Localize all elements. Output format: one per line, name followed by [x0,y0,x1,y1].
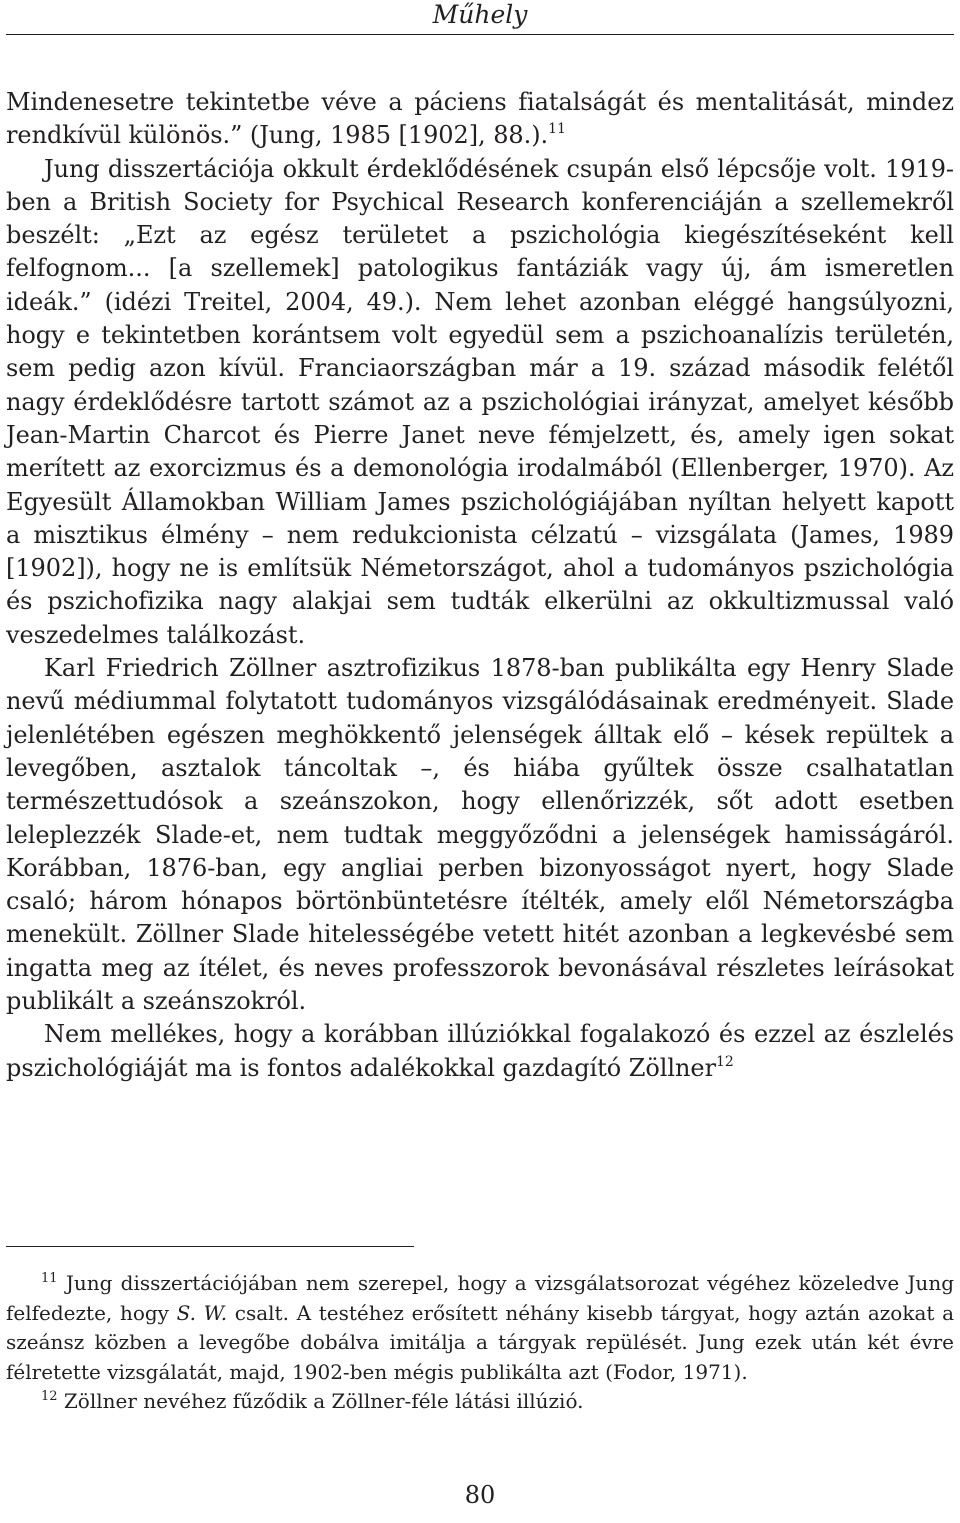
footnote-separator [6,1246,414,1247]
paragraph-4-text: Nem mellékes, hogy a korábban illúziókkal fogalakozó és ezzel az észlelés pszichológiáját ma is fontos adalékokkal gazdagító Zöllner [6,1020,954,1082]
section-title: Műhely [432,0,528,29]
paragraph-4 [6,1018,954,1085]
footnote-12-text: Zöllner nevéhez fűződik a Zöllner-féle látási illúzió. [63,1389,584,1413]
footnote-11-italic: S. W. [176,1300,228,1325]
main-text [6,86,954,1085]
footnote-number: 11 [41,1271,58,1286]
page-number: 80 [464,1481,496,1509]
footnote-ref-11: 11 [548,121,566,138]
footnote-12 [6,1387,954,1417]
paragraph-3: Karl Friedrich Zöllner asztrofizikus 1878-ban publikálta egy Henry Slade nevű médiummal folytatott tudományos vizsgálódásainak eredményeit. Slade jelenlétében egészen meghökkentő jelenségek álltak elő – kések repültek a levegőben, asztalok táncoltak –, és hiába gyűltek össze csalhatatlan természettudósok a szeánszokon, hogy ellenőrizzék, sőt adott esetben leleplezzék Slade-et, nem tudtak meggyőződni a jelenségek hamisságáról. Korábban, 1876-ban, egy angliai perben bizonyosságot nyert, hogy Slade csaló; három hónapos börtönbüntetésre ítélték, amely elől Németországba menekült. Zöllner Slade hitelességébe vetett hitét azonban a legkevésbé sem ingatta meg az ítélet, és neves professzorok bevonásával részletes leírásokat publikált a szeánszokról. [6,654,954,1016]
footnote-ref-12: 12 [716,1053,734,1070]
running-header [6,0,954,35]
footnote-11-text-start: Jung disszertációjában nem szerepel, hogy a vizsgálatsorozat végéhez közeledve Jung felfedezte, hogy [6,1271,954,1325]
footnote-11-text-end: csalt. A testéhez erősített néhány kisebb tárgyat, hogy aztán azokat a szeánsz közben a levegőbe dobálva imitálja a tárgyak repülését. Jung ezek után két évre félretette vizsgálatát, majd, 1902-ben mégis publikálta azt (Fodor, 1971). [6,1300,955,1384]
footnote-11 [6,1269,954,1387]
paragraph-1 [6,86,954,153]
paragraph-2: Jung disszertációja okkult érdeklődésének csupán első lépcsője volt. 1919-ben a British Society for Psychical Research konferenciáján a szellemekről beszélt: „Ezt az egész területet a pszichológia kiegészítéseként kell felfognom... [a szellemek] patologikus fantáziák vagy új, ám ismeretlen ideák.” (idézi Treitel, 2004, 49.). Nem lehet azonban eléggé hangsúlyozni, hogy e tekintetben korántsem volt egyedül sem a pszichoanalízis területén, sem pedig azon kívül. Franciaországban már a 19. század második felétől nagy érdeklődésre tartott számot az a pszichológiai irányzat, amelyet később Jean-Martin Charcot és Pierre Janet neve fémjelzett, és, amely igen sokat merített az exorcizmus és a demonológia irodalmából (Ellenberger, 1970). Az Egyesült Államokban William James pszichológiájában nyíltan helyett kapott a misztikus élmény – nem redukcionista célzatú – vizsgálata (James, 1989 [1902]), hogy ne is említsük Németországot, ahol a tudományos pszichológia és pszichofizika nagy alakjai sem tudták elkerülni az okkultizmussal való veszedelmes találkozást. [6,154,954,649]
footnotes [6,1269,954,1417]
footnote-number: 12 [41,1389,58,1404]
paragraph-1-text: Mindenesetre tekintetbe véve a páciens fiatalságát és mentalitását, mindez rendkívül különös.” (Jung, 1985 [1902], 88.). [6,88,954,150]
